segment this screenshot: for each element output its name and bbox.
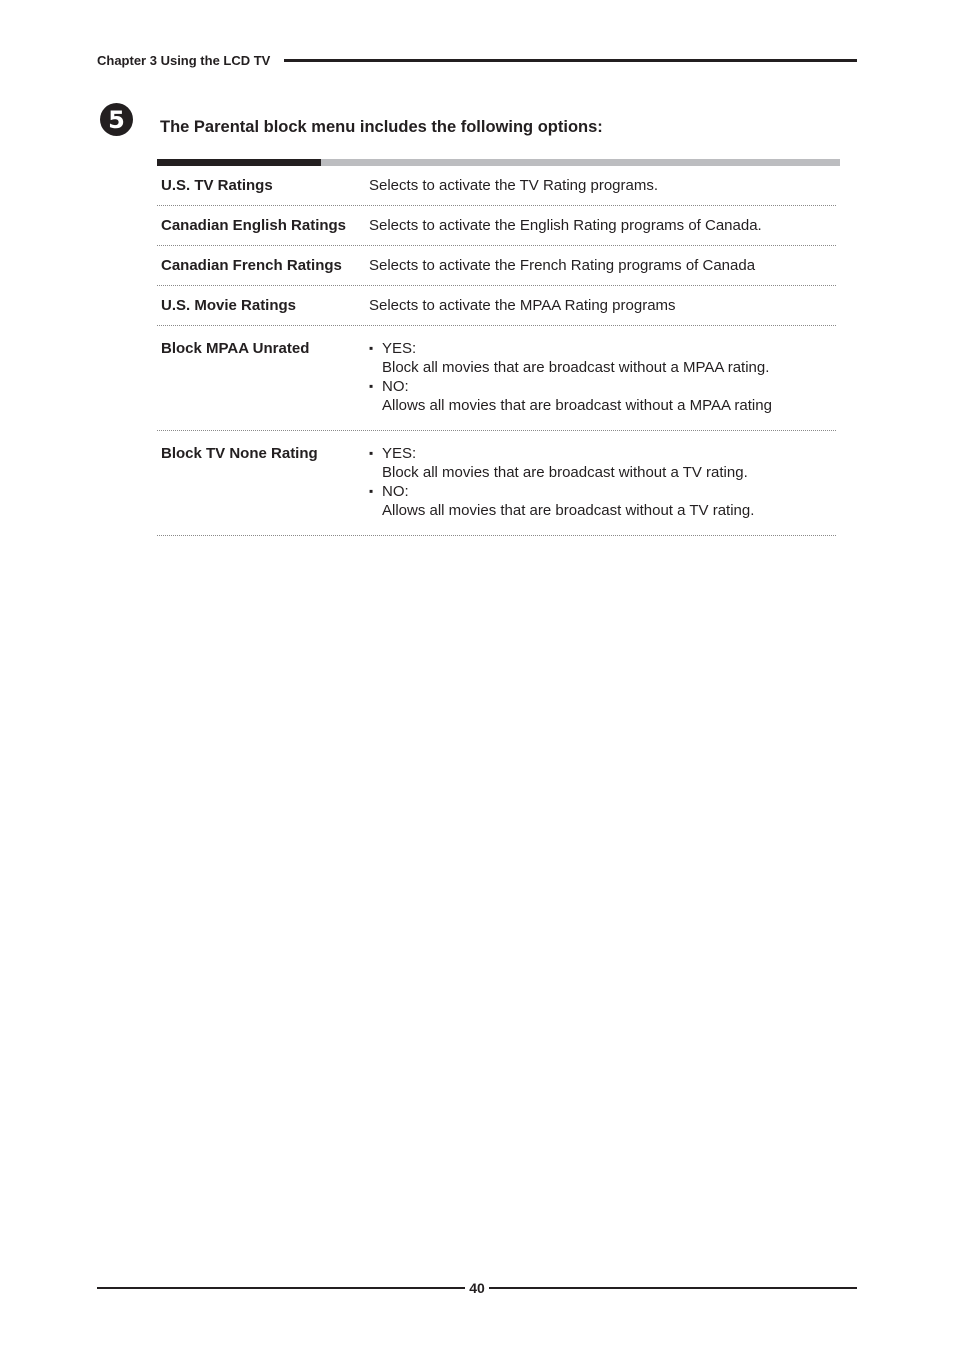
footer-rule-right bbox=[489, 1287, 857, 1289]
option-no-label: NO: bbox=[382, 483, 409, 500]
option-yes-label: YES: bbox=[382, 445, 417, 462]
table-row bbox=[157, 246, 836, 286]
option-yes-label: YES: bbox=[382, 340, 417, 357]
bullet-icon: ▪ bbox=[369, 341, 374, 355]
page-footer bbox=[97, 1278, 857, 1298]
options-table bbox=[157, 166, 836, 536]
page-header bbox=[97, 50, 857, 70]
bullet-icon: ▪ bbox=[369, 484, 374, 498]
table-row bbox=[157, 431, 836, 536]
page-number: 40 bbox=[469, 1280, 485, 1296]
option-yes-detail: Block all movies that are broadcast without a MPAA rating. bbox=[382, 359, 770, 376]
option-yes-detail: Block all movies that are broadcast without a TV rating. bbox=[382, 464, 748, 481]
option-no-detail: Allows all movies that are broadcast without a MPAA rating bbox=[382, 397, 772, 414]
option-term: U.S. TV Ratings bbox=[161, 177, 273, 194]
option-term: Canadian French Ratings bbox=[161, 257, 342, 274]
option-description bbox=[369, 339, 836, 415]
section-intro: The Parental block menu includes the following options: bbox=[160, 118, 603, 136]
table-top-bar-dark bbox=[157, 159, 321, 166]
step-number-badge: 5 bbox=[100, 103, 133, 136]
table-row bbox=[157, 286, 836, 326]
chapter-title: Chapter 3 Using the LCD TV bbox=[97, 52, 271, 68]
option-term: Block MPAA Unrated bbox=[161, 340, 310, 357]
bullet-icon: ▪ bbox=[369, 446, 374, 460]
option-term: Block TV None Rating bbox=[161, 445, 318, 462]
footer-rule-left bbox=[97, 1287, 465, 1289]
option-yes bbox=[369, 444, 836, 463]
bullet-icon: ▪ bbox=[369, 379, 374, 393]
option-no bbox=[369, 377, 836, 396]
option-term: U.S. Movie Ratings bbox=[161, 297, 297, 314]
option-description: Selects to activate the French Rating programs of Canada bbox=[369, 257, 756, 274]
option-yes bbox=[369, 339, 836, 358]
option-description: Selects to activate the TV Rating programs. bbox=[369, 177, 659, 194]
option-description: Selects to activate the English Rating programs of Canada. bbox=[369, 217, 762, 234]
option-no-label: NO: bbox=[382, 378, 409, 395]
option-description: Selects to activate the MPAA Rating programs bbox=[369, 297, 676, 314]
table-row bbox=[157, 166, 836, 206]
table-row bbox=[157, 326, 836, 431]
table-row bbox=[157, 206, 836, 246]
option-term: Canadian English Ratings bbox=[161, 217, 347, 234]
option-description bbox=[369, 444, 836, 520]
option-no-detail: Allows all movies that are broadcast without a TV rating. bbox=[382, 502, 755, 519]
header-rule bbox=[284, 59, 857, 62]
option-no bbox=[369, 482, 836, 501]
table-top-bar-light bbox=[321, 159, 840, 166]
